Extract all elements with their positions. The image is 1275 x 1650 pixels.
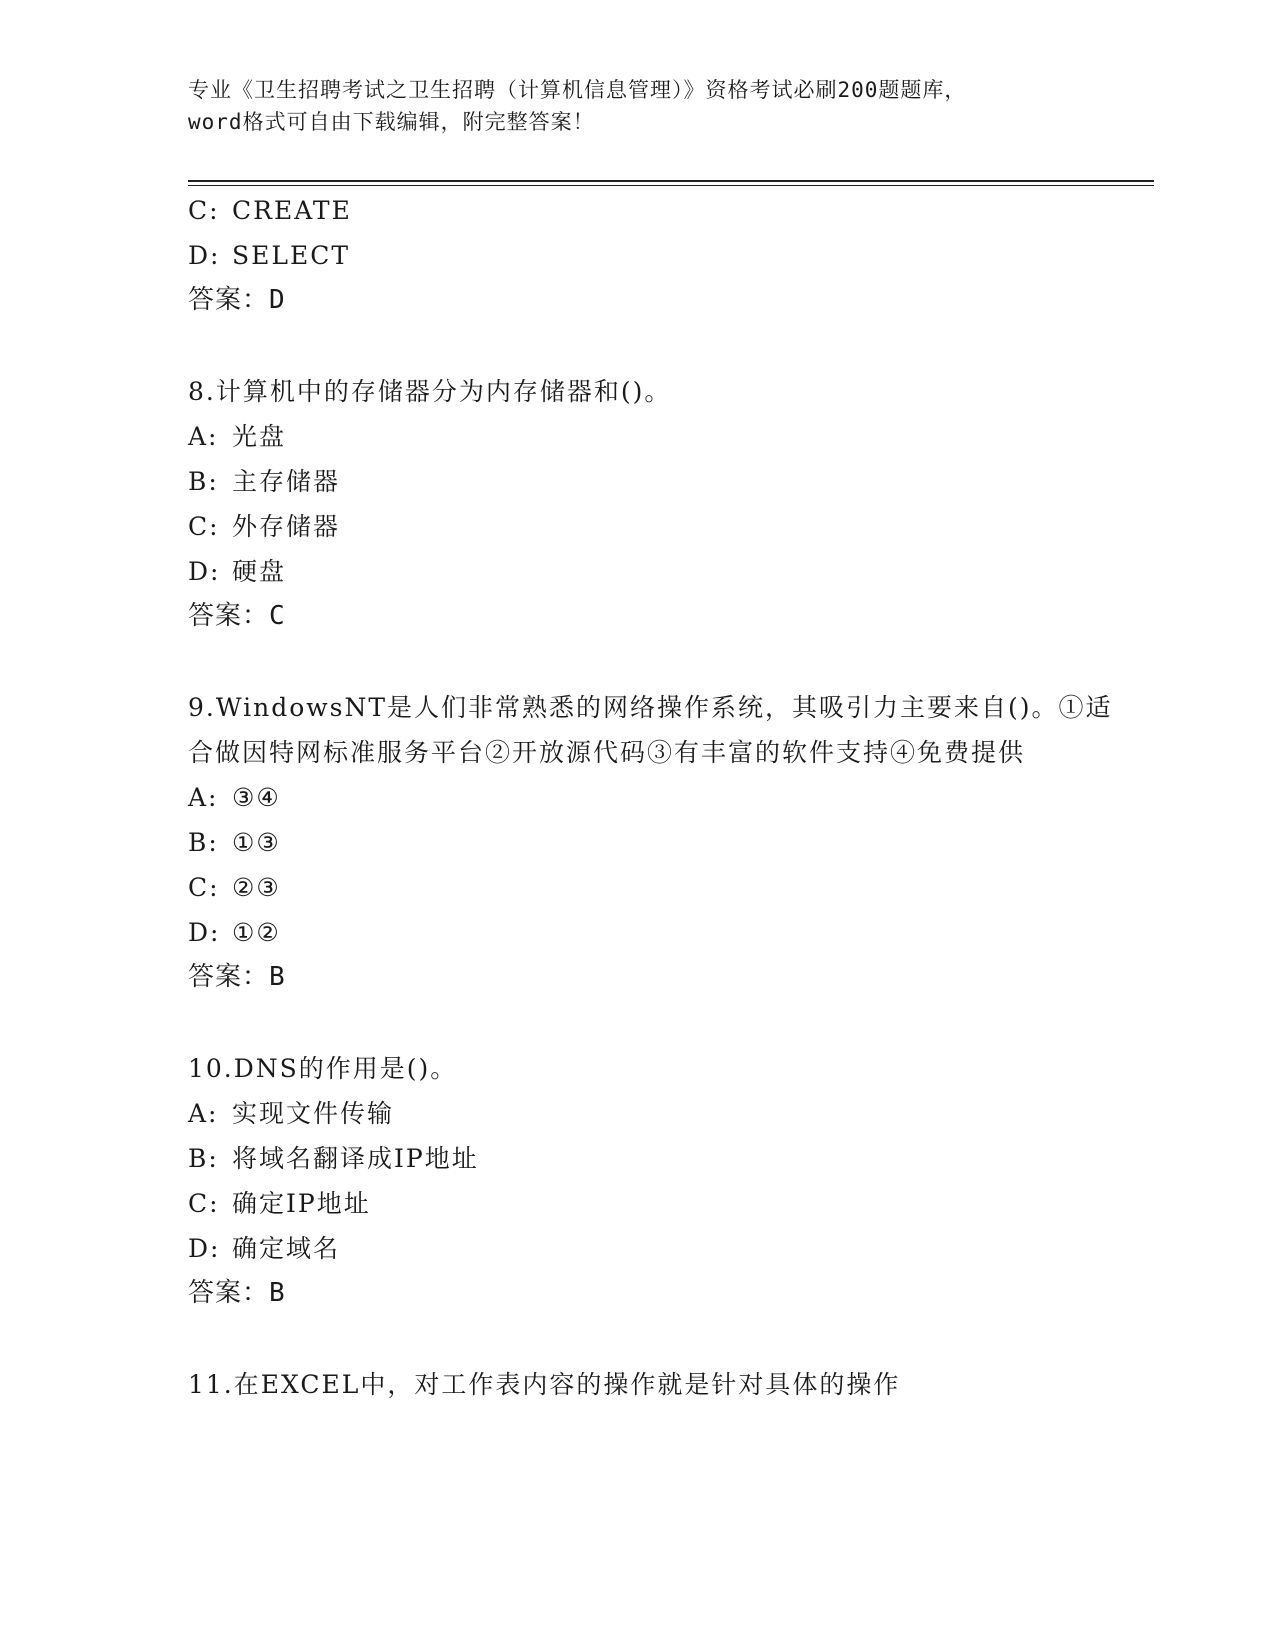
answer: 答案：C [188,601,286,631]
page-header [188,74,1088,138]
question-7-tail [188,188,1118,323]
question-stem: 10.DNS的作用是()。 [188,1054,458,1083]
answer: 答案：B [188,962,286,992]
option-a: A: 光盘 [188,422,287,451]
answer: 答案：B [188,1278,286,1308]
option-d: D: 确定域名 [188,1234,341,1263]
option-c: C: 外存储器 [188,512,341,541]
option-d: D: SELECT [188,241,351,270]
question-10 [188,1046,1118,1316]
question-8 [188,369,1118,639]
header-rule [188,180,1154,186]
option-a: A: 实现文件传输 [188,1099,395,1128]
option-b: B: 将域名翻译成IP地址 [188,1144,479,1173]
option-c: C: 确定IP地址 [188,1189,371,1218]
header-line-2: word格式可自由下载编辑，附完整答案！ [188,110,595,134]
question-11 [188,1362,1118,1407]
option-b: B: ①③ [188,828,281,857]
document-body [188,188,1118,1407]
option-c: C: ②③ [188,873,281,902]
question-stem: 9.WindowsNT是人们非常熟悉的网络操作系统，其吸引力主要来自()。①适合做因特网标准服务平台②开放源代码③有丰富的软件支持④免费提供 [188,693,1113,767]
option-a: A: ③④ [188,783,281,812]
option-d: D: 硬盘 [188,557,287,586]
question-stem: 11.在EXCEL中，对工作表内容的操作就是针对具体的操作 [188,1370,901,1399]
option-c: C: CREATE [188,196,352,225]
header-line-1: 专业《卫生招聘考试之卫生招聘（计算机信息管理）》资格考试必刷200题题库， [188,78,967,102]
question-stem: 8.计算机中的存储器分为内存储器和()。 [188,377,672,406]
option-d: D: ①② [188,918,281,947]
answer: 答案：D [188,285,286,315]
question-9 [188,685,1118,1000]
option-b: B: 主存储器 [188,467,341,496]
